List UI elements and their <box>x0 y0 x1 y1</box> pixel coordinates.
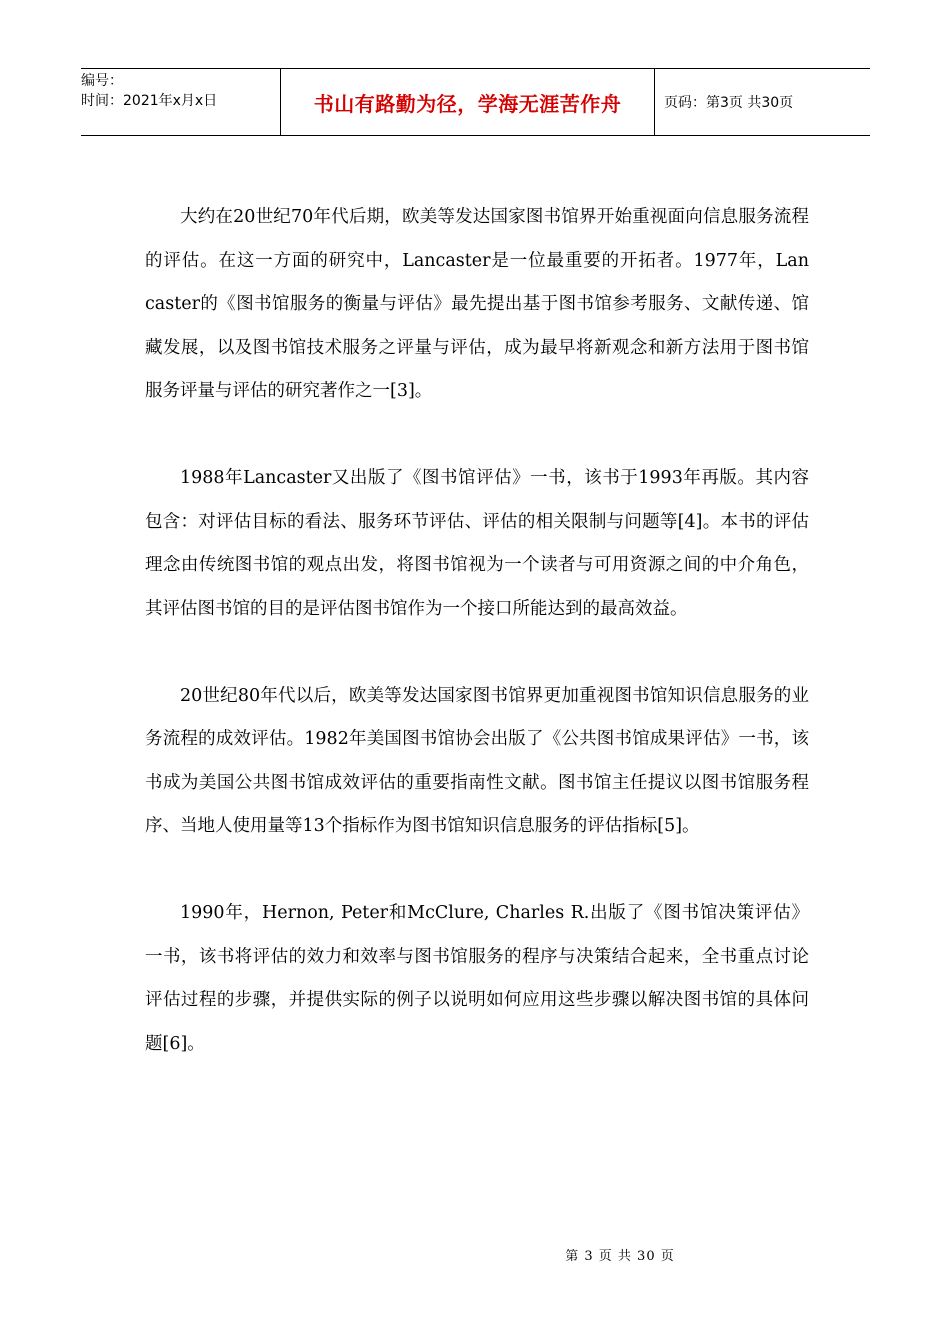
document-body <box>145 196 809 1110</box>
header-motto: 书山有路勤为径，学海无涯苦作舟 <box>281 69 655 135</box>
paragraph-4: 1990年，Hernon, Peter和McClure, Charles R.出版了《图书馆决策评估》一书，该书将评估的效力和效率与图书馆服务的程序与决策结合起来，全书重点讨论评估过程的步骤，并提供实际的例子以说明如何应用这些步骤以解决图书馆的具体问题[6]。 <box>145 903 809 1054</box>
header-page-label: 页码：第3页 共30页 <box>664 95 794 111</box>
page-footer: 第 3 页 共 30 页 <box>565 1249 675 1264</box>
paragraph-2: 1988年Lancaster又出版了《图书馆评估》一书，该书于1993年再版。其内容包含：对评估目标的看法、服务环节评估、评估的相关限制与问题等[4]。本书的评估理念由传统图书馆的观点出发，将图书馆视为一个读者与可用资源之间的中介角色，其评估图书馆的目的是评估图书馆作为一个接口所能达到的最高效益。 <box>145 468 809 619</box>
header-meta-cell <box>81 69 281 135</box>
paragraph-3: 20世纪80年代以后，欧美等发达国家图书馆界更加重视图书馆知识信息服务的业务流程的成效评估。1982年美国图书馆协会出版了《公共图书馆成果评估》一书，该书成为美国公共图书馆成效评估的重要指南性文献。图书馆主任提议以图书馆服务程序、当地人使用量等13个指标作为图书馆知识信息服务的评估指标[5]。 <box>145 685 809 836</box>
paragraph-1: 大约在20世纪70年代后期，欧美等发达国家图书馆界开始重视面向信息服务流程的评估。在这一方面的研究中，Lancaster是一位最重要的开拓者。1977年，Lan caster的《图书馆服务的衡量与评估》最先提出基于图书馆参考服务、文献传递、馆藏发展，以及图书馆技术服务之评量与评估，成为最早将新观念和新方法用于图书馆服务评量与评估的研究著作之一[3]。 <box>145 207 809 401</box>
document-date-label: 时间：2021年x月x日 <box>81 93 218 109</box>
document-number-label: 编号： <box>81 73 123 89</box>
page-header <box>81 68 870 136</box>
